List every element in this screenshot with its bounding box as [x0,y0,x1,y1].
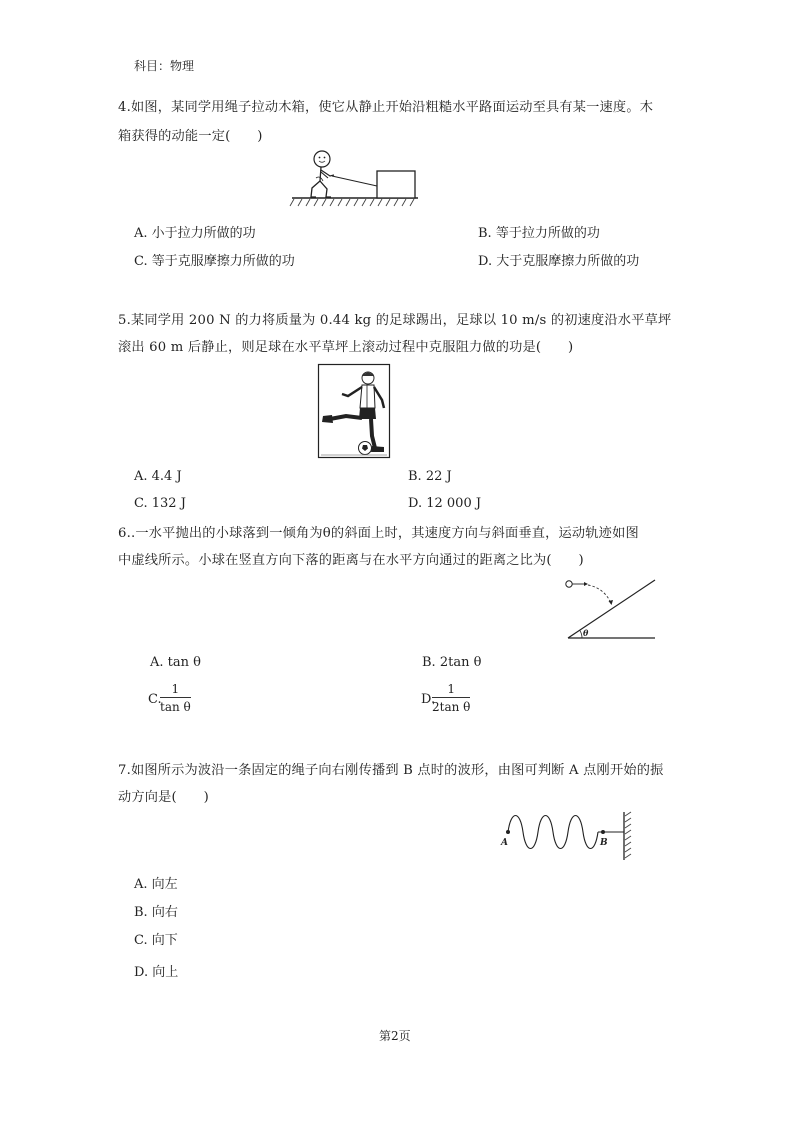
q7-figure-wave-on-rope [498,808,632,864]
q6-figure-incline-projectile [560,576,660,642]
q7-stem-line1: 7.如图所示为波沿一条固定的绳子向右刚传播到 B 点时的波形，由图可判断 A 点刚开始的振 [118,763,664,778]
q4-option-a[interactable]: A. 小于拉力所做的功 [134,226,256,241]
q6-stem-line1: 6..一水平抛出的小球落到一倾角为θ的斜面上时，其速度方向与斜面垂直，运动轨迹如图 [118,526,639,541]
q7-option-c[interactable]: C. 向下 [134,933,178,948]
q7-stem-line2: 动方向是( ) [118,790,210,805]
q7-option-a[interactable]: A. 向左 [134,877,178,892]
q7-point-a-label: A [501,838,508,848]
q6-option-c-fraction[interactable] [160,682,191,714]
q4-stem-line2: 箱获得的动能一定( ) [118,129,263,144]
q7-point-b-label: B [600,838,608,848]
q4-stem-line1: 4.如图，某同学用绳子拉动木箱，使它从静止开始沿粗糙水平路面运动至具有某一速度。木 [118,100,654,115]
q6-option-d-denominator: 2tan θ [432,700,471,714]
q4-option-b[interactable]: B. 等于拉力所做的功 [478,226,600,241]
q5-stem-line2: 滚出 60 m 后静止，则足球在水平草坪上滚动过程中克服阻力做的功是( ) [118,340,574,355]
q4-option-c[interactable]: C. 等于克服摩擦力所做的功 [134,254,295,269]
q6-option-c-denominator: tan θ [160,700,191,714]
q5-option-d[interactable]: D. 12 000 J [408,496,482,511]
q5-stem-line1: 5.某同学用 200 N 的力将质量为 0.44 kg 的足球踢出，足球以 10 m/s 的初速度沿水平草坪 [118,313,672,328]
q6-stem-line2: 中虚线所示。小球在竖直方向下落的距离与在水平方向通过的距离之比为( ) [118,553,584,568]
page-number: 第2页 [379,1029,411,1043]
q7-option-d[interactable]: D. 向上 [134,965,179,980]
q7-option-b[interactable]: B. 向右 [134,905,178,920]
q6-option-c-prefix[interactable]: C. [148,692,162,707]
q6-option-c-numerator: 1 [160,682,191,698]
q6-option-b[interactable]: B. 2tan θ [422,655,482,670]
q4-option-d[interactable]: D. 大于克服摩擦力所做的功 [478,254,640,269]
q5-option-b[interactable]: B. 22 J [408,469,452,484]
q5-option-c[interactable]: C. 132 J [134,496,186,511]
q5-figure-soccer-player [318,364,390,458]
q4-figure-person-pulling-crate [290,148,420,212]
q6-option-d-fraction[interactable] [432,682,470,714]
q6-option-d-numerator: 1 [432,682,470,698]
q6-theta-label: θ [583,628,589,638]
q5-option-a[interactable]: A. 4.4 J [134,469,182,484]
q6-option-a[interactable]: A. tan θ [150,655,201,670]
subject-header: 科目：物理 [134,59,195,73]
q6-option-d-prefix[interactable]: D. [421,692,436,707]
